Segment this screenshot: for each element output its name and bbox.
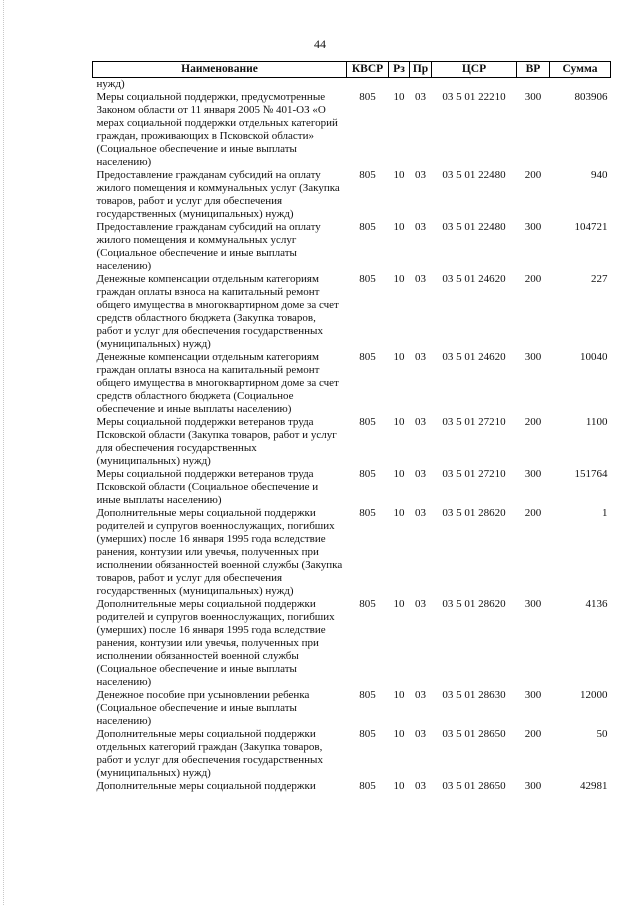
row-name: Денежные компенсации отдельным категориям граждан оплаты взноса на капитальный ремонт общего имущества в многоквартирном доме за счет средств областного бюджета (Закупка товаров, работ и услуг для обеспечения государственных (муниципальных) нужд)	[96, 273, 339, 350]
row-sum: 151764	[574, 468, 608, 480]
table-row	[93, 689, 611, 728]
row-rz: 10	[393, 689, 405, 701]
row-vr: 200	[524, 416, 542, 428]
table-row	[93, 169, 611, 221]
row-vr: 300	[524, 91, 542, 103]
row-rz: 10	[393, 507, 405, 519]
row-kvsr: 805	[359, 507, 376, 519]
row-name: Денежное пособие при усыновлении ребенка (Социальное обеспечение и иные выплаты населению)	[96, 689, 310, 727]
header-pr: Пр	[410, 62, 432, 78]
row-sum: 10040	[580, 351, 608, 363]
row-rz: 10	[393, 169, 405, 181]
row-csr: 03 5 01 22480	[442, 221, 506, 233]
row-kvsr: 805	[359, 351, 376, 363]
row-kvsr: 805	[359, 169, 376, 181]
table-row	[93, 468, 611, 507]
table-row	[93, 273, 611, 351]
row-csr: 03 5 01 28650	[442, 728, 506, 740]
table-row	[93, 780, 611, 793]
row-pr: 03	[415, 91, 426, 103]
row-csr: 03 5 01 28620	[442, 598, 506, 610]
row-name: Дополнительные меры социальной поддержки родителей и супругов военнослужащих, погибших (умерших) после 16 января 1995 года вследствие ранения, контузии или увечья, полученных при исполнении обязанностей военной службы (Закупка товаров, работ и услуг для обеспечения государственных (муниципальных) нужд)	[96, 507, 343, 597]
row-pr: 03	[415, 351, 426, 363]
row-csr: 03 5 01 22210	[442, 91, 506, 103]
row-rz: 10	[393, 273, 405, 285]
row-rz: 10	[393, 468, 405, 480]
row-vr: 300	[524, 780, 542, 792]
row-vr: 300	[524, 598, 542, 610]
table-row	[93, 507, 611, 598]
row-name: Дополнительные меры социальной поддержки родителей и супругов военнослужащих, погибших (умерших) после 16 января 1995 года вследствие ранения, контузии или увечья, полученных при исполнении обязанностей военной службы (Социальное обеспечение и иные выплаты населению)	[96, 598, 335, 688]
row-kvsr: 805	[359, 91, 376, 103]
row-rz: 10	[393, 351, 405, 363]
row-sum: 803906	[574, 91, 608, 103]
row-name: Дополнительные меры социальной поддержки отдельных категорий граждан (Закупка товаров, работ и услуг для обеспечения государственных (муниципальных) нужд)	[96, 728, 323, 779]
row-csr: 03 5 01 22480	[442, 169, 506, 181]
header-csr: ЦСР	[432, 62, 517, 78]
row-sum: 4136	[585, 598, 608, 610]
row-name: Меры социальной поддержки ветеранов труда Псковской области (Социальное обеспечение и иные выплаты населению)	[96, 468, 319, 506]
budget-table	[92, 61, 611, 793]
header-sum: Сумма	[550, 62, 611, 78]
row-sum: 42981	[580, 780, 608, 792]
row-pr: 03	[415, 689, 426, 701]
row-name: Предоставление гражданам субсидий на оплату жилого помещения и коммунальных услуг (Закупка товаров, работ и услуг для обеспечения государственных (муниципальных) нужд)	[96, 169, 340, 220]
row-vr: 200	[524, 728, 542, 740]
row-pr: 03	[415, 221, 426, 233]
row-sum: 1100	[585, 416, 608, 428]
row-kvsr: 805	[359, 780, 376, 792]
header-name: Наименование	[93, 62, 347, 78]
row-csr: 03 5 01 28620	[442, 507, 506, 519]
row-rz: 10	[393, 416, 405, 428]
row-vr: 300	[524, 351, 542, 363]
header-rz: Рз	[389, 62, 410, 78]
row-kvsr: 805	[359, 416, 376, 428]
row-csr: 03 5 01 27210	[442, 468, 506, 480]
row-pr: 03	[415, 598, 426, 610]
table-header-row	[93, 62, 611, 78]
row-name: Предоставление гражданам субсидий на оплату жилого помещения и коммунальных услуг (Социальное обеспечение и иные выплаты населению)	[96, 221, 321, 272]
row-vr: 300	[524, 468, 542, 480]
table-row	[93, 598, 611, 689]
header-kvsr: КВСР	[347, 62, 389, 78]
row-rz: 10	[393, 598, 405, 610]
row-name: Дополнительные меры социальной поддержки	[96, 780, 316, 792]
row-pr: 03	[415, 780, 426, 792]
carry-over-text: нужд)	[96, 78, 125, 90]
row-pr: 03	[415, 169, 426, 181]
table-row	[93, 351, 611, 416]
row-rz: 10	[393, 780, 405, 792]
row-csr: 03 5 01 28650	[442, 780, 506, 792]
row-rz: 10	[393, 91, 405, 103]
row-name: Меры социальной поддержки, предусмотренные Законом области от 11 января 2005 № 401-ОЗ «О мерах социальной поддержки отдельных категорий граждан, проживающих в Псковской области» (Социальное обеспечение и иные выплаты населению)	[96, 91, 338, 168]
row-pr: 03	[415, 728, 426, 740]
row-sum: 104721	[574, 221, 608, 233]
row-pr: 03	[415, 273, 426, 285]
row-sum: 50	[596, 728, 608, 740]
row-pr: 03	[415, 507, 426, 519]
table-row	[93, 416, 611, 468]
row-vr: 200	[524, 273, 542, 285]
row-sum: 12000	[580, 689, 608, 701]
table-body	[93, 78, 611, 794]
row-name: Меры социальной поддержки ветеранов труда Псковской области (Закупка товаров, работ и услуг для обеспечения государственных (муниципальных) нужд)	[96, 416, 337, 467]
row-kvsr: 805	[359, 468, 376, 480]
row-sum: 227	[591, 273, 608, 285]
table-row	[93, 91, 611, 169]
row-csr: 03 5 01 27210	[442, 416, 506, 428]
row-kvsr: 805	[359, 273, 376, 285]
row-kvsr: 805	[359, 221, 376, 233]
row-sum: 940	[591, 169, 608, 181]
row-csr: 03 5 01 28630	[442, 689, 506, 701]
row-kvsr: 805	[359, 728, 376, 740]
scan-margin-line	[3, 0, 5, 905]
carry-over-row	[93, 78, 611, 92]
row-name: Денежные компенсации отдельным категориям граждан оплаты взноса на капитальный ремонт общего имущества в многоквартирном доме за счет средств областного бюджета (Социальное обеспечение и иные выплаты населению)	[96, 351, 339, 415]
row-vr: 200	[524, 507, 542, 519]
row-vr: 300	[524, 689, 542, 701]
row-csr: 03 5 01 24620	[442, 273, 506, 285]
page-number: 44	[314, 37, 326, 51]
table-row	[93, 221, 611, 273]
row-vr: 300	[524, 221, 542, 233]
row-pr: 03	[415, 416, 426, 428]
row-vr: 200	[524, 169, 542, 181]
row-kvsr: 805	[359, 598, 376, 610]
header-vr: ВР	[517, 62, 550, 78]
row-kvsr: 805	[359, 689, 376, 701]
table-row	[93, 728, 611, 780]
row-sum: 1	[602, 507, 608, 519]
row-csr: 03 5 01 24620	[442, 351, 506, 363]
row-rz: 10	[393, 728, 405, 740]
row-rz: 10	[393, 221, 405, 233]
row-pr: 03	[415, 468, 426, 480]
